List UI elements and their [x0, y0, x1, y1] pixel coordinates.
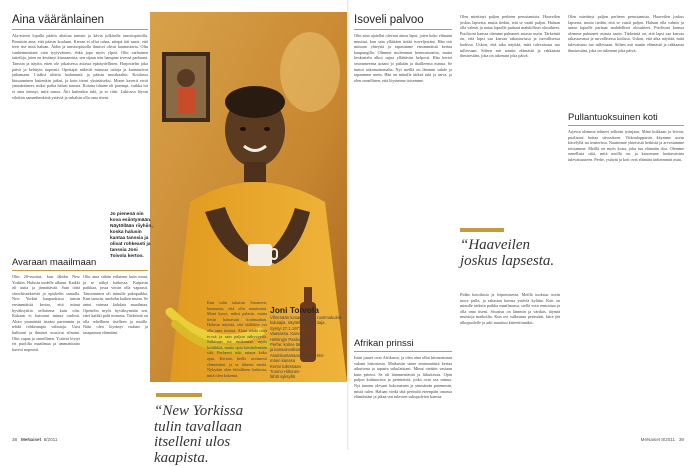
bio-row: Vihrenään lumanmalluja, ruotimakukai-: [270, 315, 343, 320]
bio-row: Perhe: kolme tähteä: [270, 342, 308, 348]
right-page-number: 39: [678, 437, 684, 442]
left-footer: [12, 437, 57, 442]
right-section3-rule: [568, 125, 684, 126]
right-pull-quote-text: Haaveilen joskus lapsesta.: [460, 237, 555, 269]
bio-row: kulutajia, näyttelijä ja juontaja.: [270, 320, 326, 326]
right-pull-quote-mark: “: [460, 237, 469, 253]
page-gutter: [347, 0, 349, 450]
right-col2b-text: Pidän kotoilusta ja leipomisesta. Meillä tuoksuu usein tuore pulla, ja rakastan kutsua ystäviä kylään. Koti on minulle tärkein paikka maailmassa, siellä voin rentoutua ja olla oma itseni. Sisustus on lämmin ja värikäs, täynnä muistoja matkoilta. Kun ovi sulkeutuu perässäni, kiire jää ulkopuolelle ja arki muuttuu kiireettömäksi.: [460, 292, 560, 325]
bio-row: Kertoi tullessaan: [270, 363, 301, 369]
bio-row: lähtö syksyllä: [270, 374, 295, 380]
right-issue: MeNaiset 8/2011: [640, 437, 676, 442]
right-col2-text: Olen miettinyt paljon perheen perustamista. Haaveilen joskus lapsesta, mutta tiedän, että se vaatii paljon. Haluan olla valmis ja antaa lapselle parhaat mahdolliset olosuhteet. Puolisoni kanssa olemme puhuneet asiasta usein. Tärkeintä on, että lapsi saa kasvaa rakastavassa ja turvallisessa kodissa. Uskon, että aika näyttää, mitä tulevaisuus tuo tullessaan. Siihen asti nautin elämästä ja rakkaasta ihmisestäni, joka on tukenani joka päivä.: [460, 14, 560, 59]
right-col3b-text: Arjessa olemme tehneet selkeän työnjaon. Minä kokkaan ja leivon, puolisoni hoitaa siivouksen. Viikonloppuisin käymme usein kävelyllä tai teatterissa. Nautimme yhteisistä hetkistä ja arvostamme toisiamme. Meillä on myös koira, joka tuo elämään iloa. Olemme onnellisia siitä, mitä meillä on, ja katsomme luottavaisina tulevaisuuteen. Perhe, ystävät ja koti ovat elämäni tärkeimmät asiat.: [568, 129, 684, 162]
bio-row: mäen kanssa: [270, 358, 295, 364]
bio-row: Vaasassa. Kasvoi: [270, 331, 303, 337]
left-col1c-text: Olin aina vähän erilainen kuin muut, ja se näkyi kaikessa. Kaipasin paikkaa, jossa voisin olla vapaasti. Tanssiminen oli minulle pakopaikka. Kun tanssin, unohdin kaiken muun. Se antoi voimaa kohdata maailmaa. Opettelin myös hyväksymään sen, ettei kaikki pidä minusta. Tärkeintä on olla rehellinen itselleen ja muille. Näin olen löytänyt rauhan ja tasapainon elämääni.: [83, 274, 148, 335]
bio-row: Helsingin Pasilanissa.: [270, 336, 311, 342]
bio-box: [270, 305, 344, 380]
left-pull-quote-bar: [156, 393, 202, 397]
left-magazine-name: MeNaiset: [20, 437, 42, 442]
bio-row: ja kansainvälisiä: [270, 347, 301, 353]
left-pull-quote-mark: “: [154, 403, 163, 419]
right-col3-text: Olen miettinyt paljon perheen perustamista. Haaveilen joskus lapsesta, mutta tiedän, että se vaatii paljon. Haluan olla valmis ja antaa lapselle parhaat mahdolliset olosuhteet. Puolisoni kanssa olemme puhuneet asiasta usein. Tärkeintä on, että lapsi saa kasvaa rakastavassa ja turvallisessa kodissa. Uskon, että aika näyttää, mitä tulevaisuus tuo tullessaan. Siihen asti nautin elämästä ja rakkaasta ihmisestäni, joka on tukenani joka päivä.: [568, 14, 684, 53]
bio-name: Joni Toivola: [270, 305, 319, 315]
right-pull-quote: [460, 238, 556, 269]
bio-row: Syntyi 27.1.1977: [270, 325, 302, 331]
left-col2-text: Kun tulin takaisin Suomeen, huomasin, että olin muuttunut. Moni kysyi, miksi palasin, mutta tiesin haluavani kotimaahan. Halusin näyttää, että täälläkin voi olla oma itsensä. Aloin tehdä töitä tv:ssä ja sain paljon näkyvyyttä. Julkisuus toi mukanaan myös kritiikkiä, mutta opin käsittelemään sitä. Perheeni tuki minua koko ajan. Kerroin heille avoimesti elämästäni, ja se lähensi meitä. Nykyään olen kiitollinen kaikesta, mitä olen kokenut.: [207, 300, 267, 378]
right-pull-quote-bar: [460, 228, 504, 232]
left-issue: 8/2011: [43, 437, 58, 442]
right-headline: Isoveli palvoo: [354, 14, 424, 26]
bio-row: Tuomo Hiltunen: [270, 369, 300, 375]
left-section2-rule: [12, 270, 148, 271]
left-pull-quote: [154, 404, 272, 466]
right-col1b-text: Isäni juuret ovat Afrikassa, ja olen aina ollut kiinnostunut sukuni historiasta. Matkustin sinne ensimmäistä kertaa aikuisena ja tapasin sukulaisiani. Minut otettiin vastaan kuin prinssi. Se oli hämmentävää ja liikuttavaa. Opin paljon kulttuurista ja perinteistä, jotka ovat osa minua. Nyt tunnen olevani kokonainen ja ymmärrän paremmin, mistä tulen. Haluan viedä tätä perintöä eteenpäin omassa elämässäni ja jakaa sen tulevien sukupolvien kanssa.: [354, 355, 452, 400]
left-headline-rule: [12, 29, 148, 30]
left-col1-text: Ala-asteen lopulla päätin aloittaa tanssin ja kävin julkisella tanssiopistolla. Pinnistin aina, että pääsin kouluun. Kerran ei ollut rahaa, niinpä äiti sanoi, että teen itse mitä haluan. Äidin ja tanssiopistolla ihmiset olivat kannustavia. Olin vanhemmistani vain tyytyväinen, ehkä jopa myös ylpeä. Olin varhainen taiteilija, joten en kestänyt kiusaamista, sen sijaan tein hampaat irvessä parhaani. Tanssin ja näytin, etten ole jokaisessa asiassa epätäydellinen. Harjoittelin joka päivä ja kehityin nopeasti. Opettajat näkivät minussa taitoja ja kannustivat jatkamaan. Lisäksi aloitin laulutunnit ja pääsin musikaaliin. Koulussa kiusaaminen kuitenkin jatkui, ja koin itseni yksinäiseksi. Monet kaverit eivät ymmärtäneet, miksi poika halusi tanssia. Kotona tilanne oli parempi, vaikka isä ei aina tiennyt, mitä sanoa. Äiti kuitenkin tuki, ja se riitti. Lukiossa löysin vihdoin samanhenkisiä ystäviä ja uskalsin olla oma itseni.: [12, 33, 148, 100]
right-footer: [641, 437, 684, 442]
right-headline-rule: [354, 29, 452, 30]
left-section2-heading: Avaraan maailmaan: [12, 257, 97, 268]
left-col1b-text: Olin 20-vuotias, kun lähdin New Yorkiin. Halusin uudelle alkuun. Kaikki oli uutta ja jännittävää. Sain töitä showbisneksestä ja opiskelin samalla. New Yorkin kaupunkissa tunsin ensimmäistä kertaa, että minut hyväksyttiin sellaisena kuin olin. Kukaan ei katsonut minua oudosti. Aloin ymmärtää itseäni paremmin ja tehdä rohkeampia valintoja. Uusi kulttuuri ja ihmiset avasivat silmäni. Olin vapaa ja onnellinen. Ystäviä löytyi eri puolilta maailmaa ja ammattitaito kasvoi nopeasti.: [12, 274, 80, 352]
left-pull-quote-text: New Yorkissa tulin tavallaan itselleni ulos kaapista.: [154, 403, 244, 466]
right-section2-heading: Afrikan prinssi: [354, 338, 414, 349]
bio-row: Asuinkuntanaan Teemu Hirvi-: [270, 352, 325, 358]
left-headline: Aina vääränlainen: [12, 14, 105, 26]
left-page-number: 38: [12, 437, 18, 442]
right-col1-text: Olin aina ajatellut olevani ainoa lapsi, joten koko elämäni muuttui, kun sain yllättäen tietää isoveljestäni. Hän otti minuun yhteyttä ja tapasimme ensimmäistä kertaa kaupungilla. Olimme molemmat hermostuneita, mutta keskustelu alkoi sujua yllättävän helposti. Hän kertoi seuranneensa uraani jo pitkään ja ihailleensa minua. Se tuntui uskomattomalta. Nyt meillä on lämmin suhde ja tapaamme usein. Hän on minulle tärkeä tuki ja turva, ja olen onnellinen, että löysimme toisemme.: [354, 33, 452, 83]
right-section2-rule: [354, 351, 452, 352]
photo-caption: Jo pienenä oin kova esiintymään. Näytöllään riiyhiin, koska halusin kantaa tanssia ja olivat rohkeasti ja tanssia Joni Toivola kertoo.: [110, 212, 153, 259]
right-section3-heading: Pullantuoksuinen koti: [568, 112, 658, 123]
